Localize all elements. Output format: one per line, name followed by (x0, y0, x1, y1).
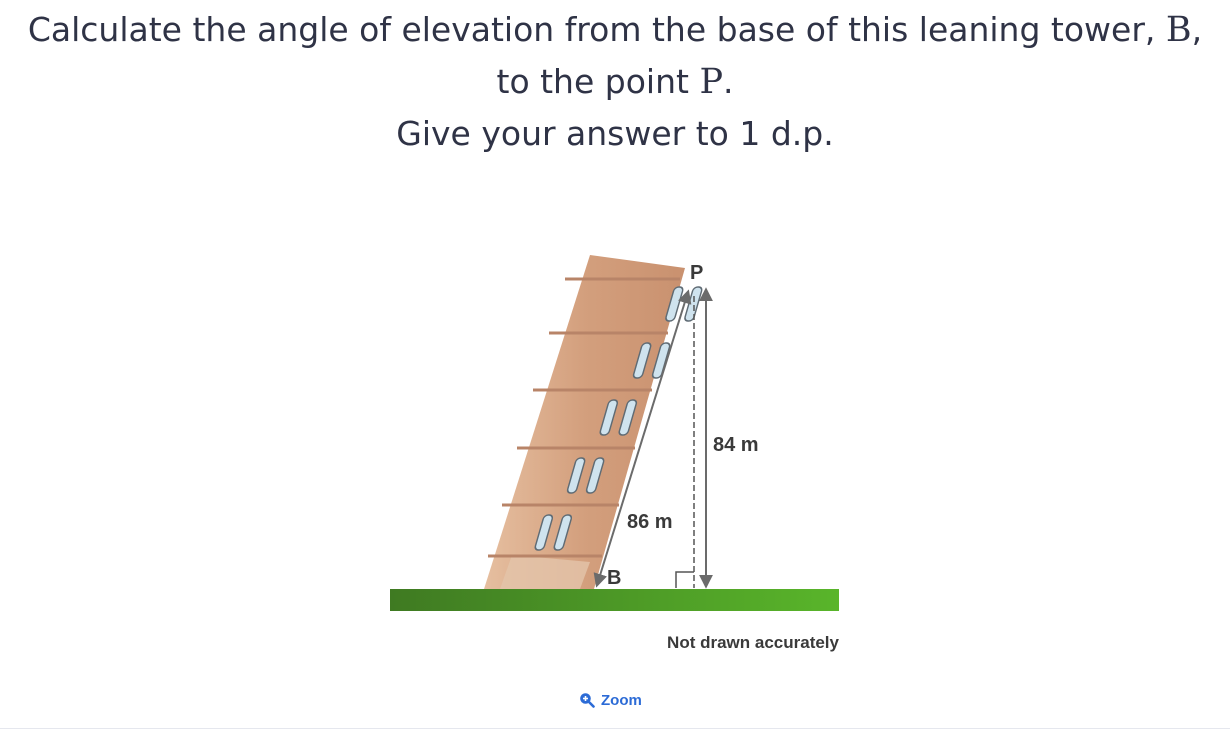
label-tower-length: 86 m (627, 511, 673, 533)
question-line-1-text: Calculate the angle of elevation from the base of this leaning tower, (27, 10, 1156, 49)
label-b: B (607, 567, 622, 589)
not-drawn-accurately-note: Not drawn accurately (667, 633, 839, 652)
variable-p: P (699, 62, 723, 102)
question-line-3: Give your answer to 1 d.p. (396, 114, 834, 153)
leaning-tower (484, 255, 703, 589)
zoom-label: Zoom (601, 691, 642, 709)
label-height: 84 m (713, 434, 759, 456)
variable-b: B (1165, 10, 1192, 50)
question-line-2-punct: . (723, 62, 734, 101)
bottom-divider (0, 728, 1230, 729)
question-line-2-text: to the point (496, 62, 689, 101)
label-p: P (690, 262, 704, 284)
zoom-in-icon (579, 692, 595, 708)
grass-ground (390, 589, 839, 611)
question-line-1-punct: , (1191, 10, 1203, 49)
right-angle-marker (676, 572, 694, 588)
zoom-button[interactable] (579, 688, 642, 712)
